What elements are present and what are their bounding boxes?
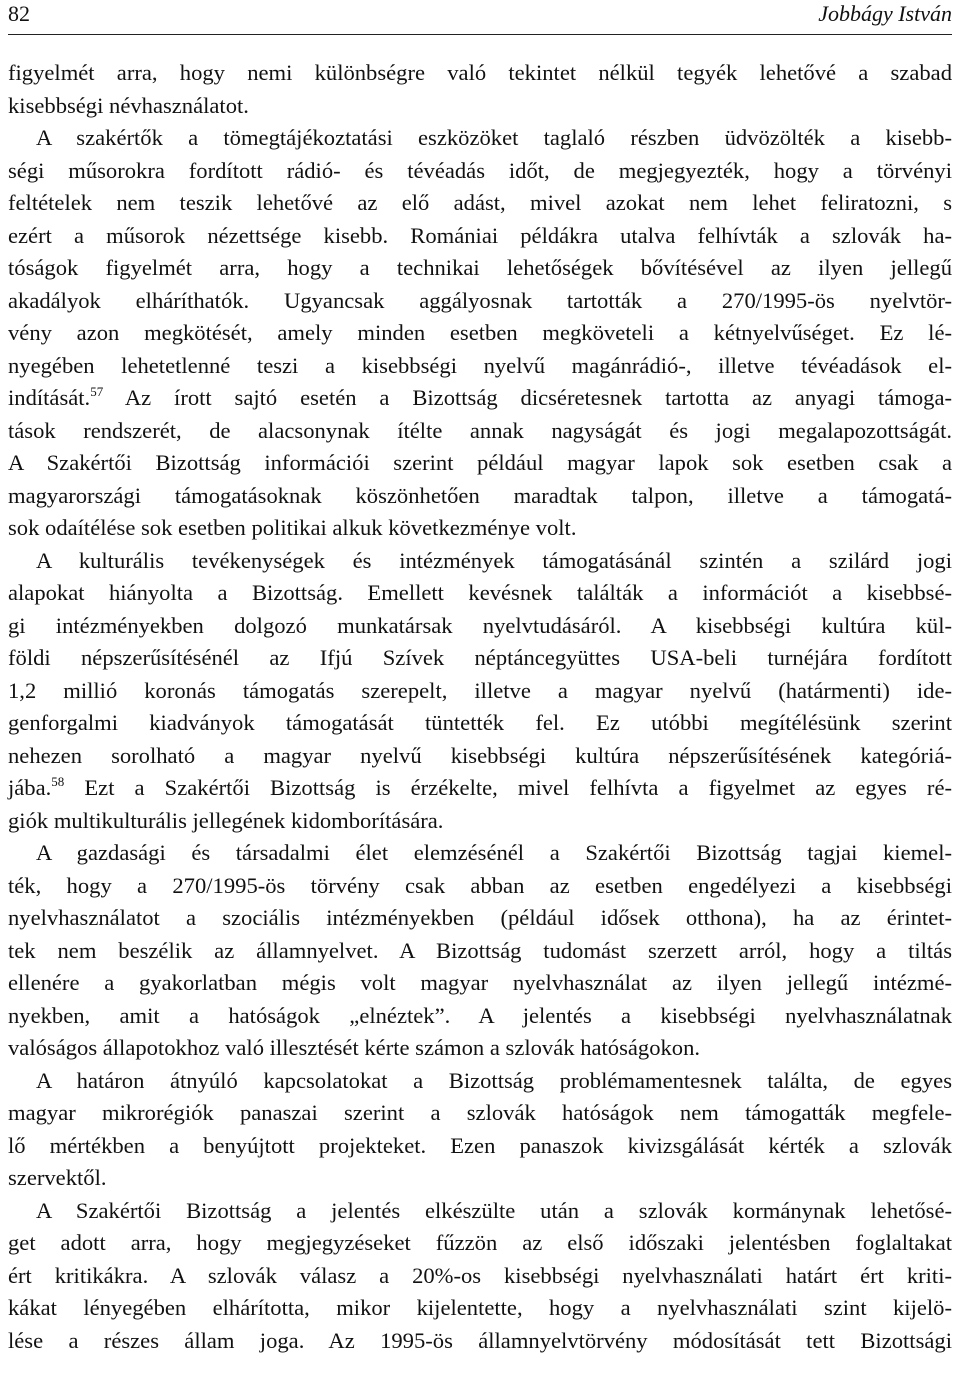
text-line: feltételek nem teszik lehetővé az elő adást, mivel azokat nem lehet feliratozni, s: [8, 190, 952, 215]
text-line: figyelmét arra, hogy nemi különbségre való tekintet nélkül tegyék lehetővé a szabad: [8, 60, 952, 85]
text-line: szervektől.: [8, 1165, 107, 1190]
text-line: tóságok figyelmét arra, hogy a technikai lehetőségek bővítésével az ilyen jellegű: [8, 255, 952, 280]
text-segment: Ezt a Szakértői Bizottság is érzékelte, mivel felhívta a figyelmet az egyes ré-: [64, 775, 952, 800]
text-line: genforgalmi kiadványok támogatását tüntették fel. Ez utóbbi megítélésünk szerint: [8, 710, 952, 735]
text-line: kisebbségi névhasználatot.: [8, 92, 249, 118]
text-line: gi intézményekben dolgozó munkatársak nyelvtudásáról. A kisebbségi kultúra kül-: [8, 612, 952, 638]
text-line-with-footnote: [8, 772, 952, 805]
running-head-author: Jobbágy István: [818, 1, 952, 26]
text-line: alapokat hiányolta a Bizottság. Emellett kevésnek találták a információt a kisebbsé-: [8, 580, 952, 605]
footnote-ref-57[interactable]: 57: [90, 384, 104, 399]
text-line: nyegében lehetetlenné teszi a kisebbségi nyelvű magánrádió-, illetve tévéadások el-: [8, 352, 952, 378]
running-header: [8, 0, 952, 35]
text-line: get adott arra, hogy megjegyzéseket fűzzön az első időszaki jelentésben foglaltakat: [8, 1230, 952, 1255]
text-line: nehezen sorolható a magyar nyelvű kisebbségi kultúra népszerűsítésének kategóriá-: [8, 742, 952, 768]
text-line: lése a részes állam joga. Az 1995-ös államnyelvtörvény módosítását tett Bizottsági: [8, 1327, 952, 1353]
text-line: lő mértékben a benyújtott projekteket. Ezen panaszok kivizsgálását kérték a szlovák: [8, 1132, 952, 1158]
text-line: 1,2 millió koronás támogatás szerepelt, illetve a magyar nyelvű (határmenti) ide-: [8, 677, 952, 703]
text-line: sok odaítélése sok esetben politikai alkuk következménye volt.: [8, 515, 577, 540]
text-line: A kulturális tevékenységek és intézmények támogatásánál szintén a szilárd jogi: [36, 547, 952, 573]
text-line: magyar mikrorégiók panaszai szerint a szlovák hatóságok nem támogatták megfele-: [8, 1100, 952, 1125]
text-line: magyarországi támogatásoknak köszönhetően maradtak talpon, illetve a támogatá-: [8, 482, 952, 508]
text-line: ellenére a gyakorlatban mégis volt magyar nyelvhasználat az ilyen jellegű intézmé-: [8, 970, 952, 995]
text-segment: Az írott sajtó esetén a Bizottság dicséretesnek tartotta az anyagi támoga-: [103, 385, 952, 410]
text-line: kákat lényegében elhárította, mikor kijelentette, hogy a nyelvhasználati szint kijelö-: [8, 1295, 952, 1320]
text-line: ezért a műsorok nézettsége kisebb. Romániai példákra utalva felhívták a szlovák ha-: [8, 222, 952, 248]
text-line-with-footnote: [8, 382, 952, 415]
text-line: nyelvhasználatot a szociális intézményekben (például idősek otthona), ha az érintet-: [8, 905, 952, 930]
text-line: A Szakértői Bizottság információi szerint például magyar lapok sok esetben csak a: [8, 450, 952, 475]
text-line: A gazdasági és társadalmi élet elemzésénél a Szakértői Bizottság tagjai kiemel-: [36, 840, 952, 865]
footnote-ref-58[interactable]: 58: [51, 774, 65, 789]
text-line: földi népszerűsítésénél az Ifjú Szívek néptáncegyüttes USA-beli turnéjára fordított: [8, 645, 952, 670]
text-line: nyekben, amit a hatóságok „elnéztek”. A jelentés a kisebbségi nyelvhasználatnak: [8, 1002, 952, 1028]
text-line: valóságos állapotokhoz való illesztését kérte számon a szlovák hatóságokon.: [8, 1035, 701, 1060]
text-line: A határon átnyúló kapcsolatokat a Bizottság problémamentesnek találta, de egyes: [36, 1067, 952, 1093]
body-text: [8, 57, 952, 1357]
text-line: tek nem beszélik az államnyelvet. A Bizottság tudomást szerzett arról, hogy a tiltás: [8, 937, 952, 963]
text-line: A szakértők a tömegtájékoztatási eszközöket taglaló részben üdvözölték a kisebb-: [36, 125, 952, 150]
text-line: giók multikulturális jellegének kidomborítására.: [8, 807, 444, 833]
text-line: ért kritikákra. A szlovák válasz a 20%-os kisebbségi nyelvhasználati határt ért kriti-: [8, 1262, 952, 1288]
page-number: 82: [8, 1, 30, 26]
text-line: ték, hogy a 270/1995-ös törvény csak abban az esetben engedélyezi a kisebbségi: [8, 872, 952, 898]
text-segment: jába.: [8, 775, 52, 800]
text-segment: indítását.: [8, 385, 91, 410]
text-line: vény azon megkötését, amely minden esetben megköveteli a kétnyelvűséget. Ez lé-: [8, 320, 952, 345]
text-line: akadályok elháríthatók. Ugyancsak aggályosnak tartották a 270/1995-ös nyelvtör-: [8, 287, 952, 313]
text-line: tások rendszerét, de alacsonynak ítélte annak nagyságát és jogi megalapozottságát.: [8, 417, 952, 443]
text-line: ségi műsorokra fordított rádió- és tévéadás időt, de megjegyezték, hogy a törvényi: [8, 157, 952, 183]
text-line: A Szakértői Bizottság a jelentés elkészülte után a szlovák kormánynak lehetősé-: [36, 1197, 952, 1223]
